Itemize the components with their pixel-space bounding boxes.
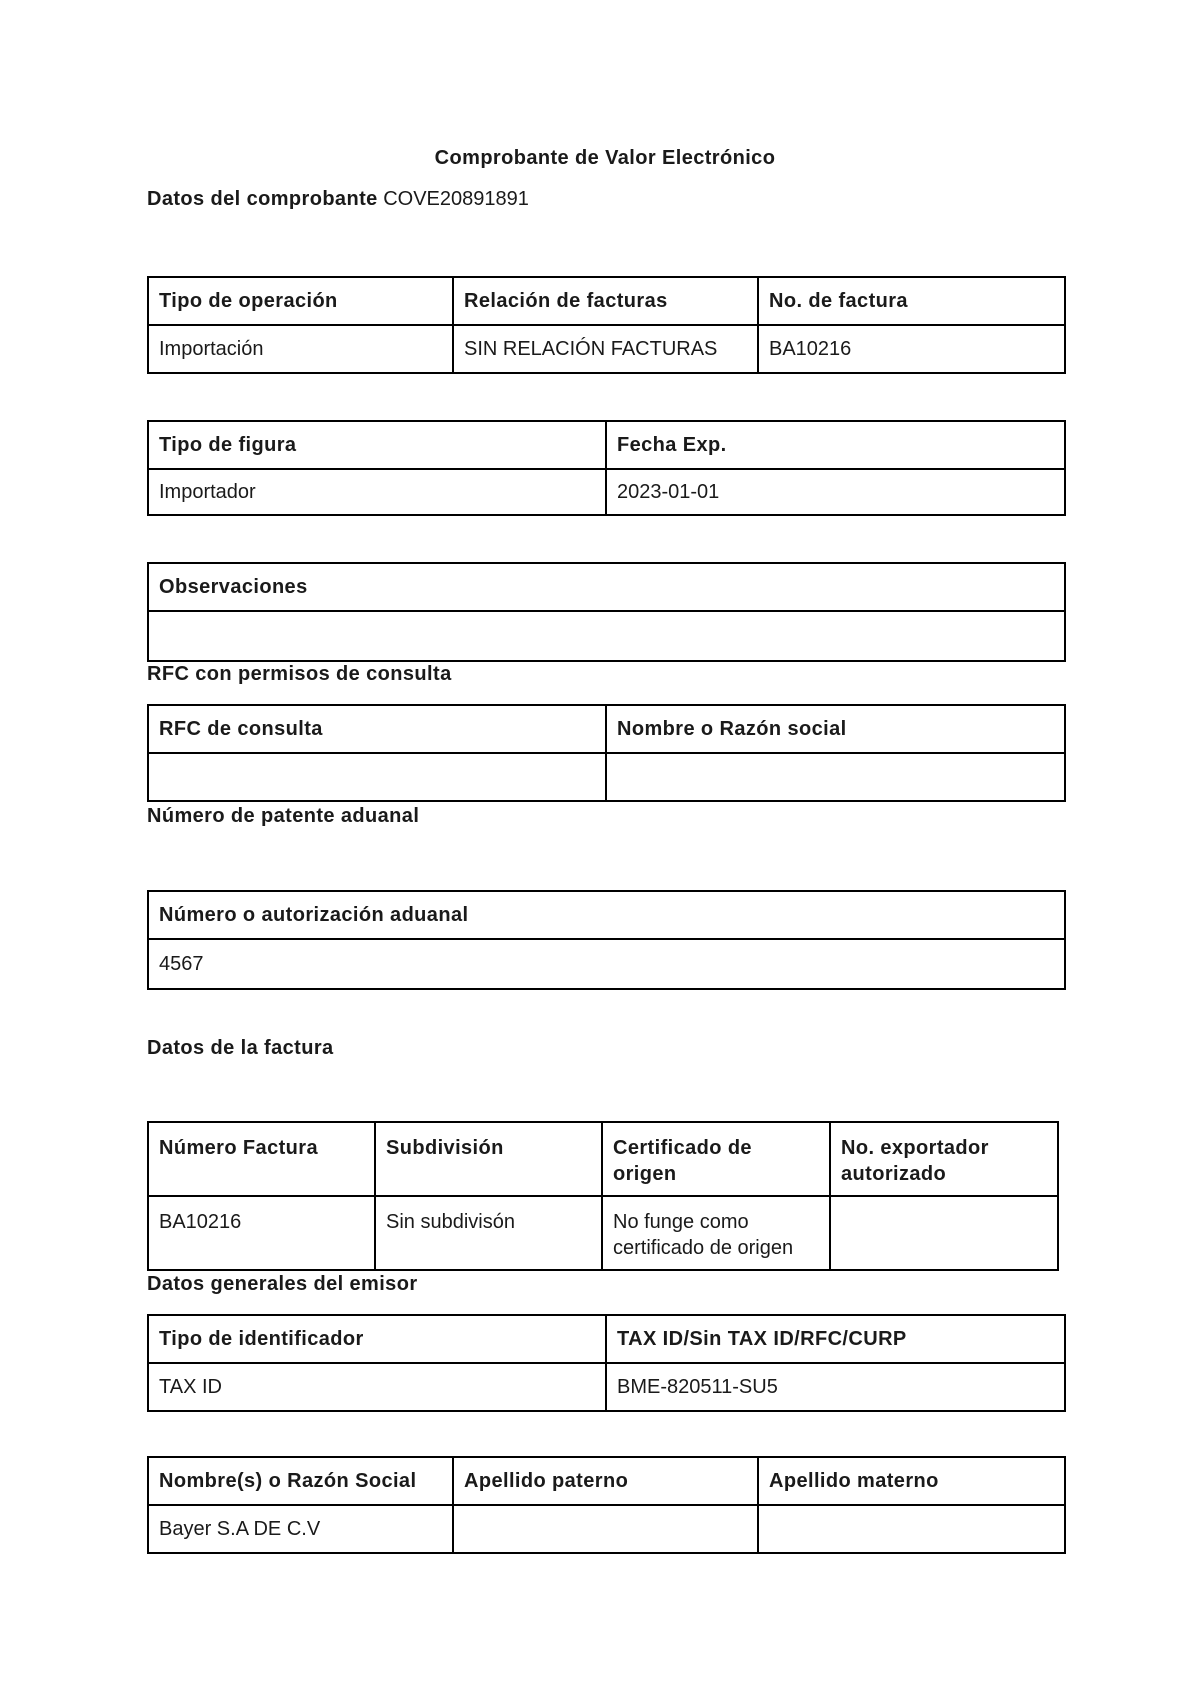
header-rfc-consulta: RFC de consulta [148, 705, 606, 753]
header-tipo-figura: Tipo de figura [148, 421, 606, 469]
cell-certificado-origen: No funge como certificado de origen [602, 1196, 830, 1270]
cell-relacion-facturas: SIN RELACIÓN FACTURAS [453, 325, 758, 373]
table-row [148, 1363, 1065, 1411]
patente-label: Número de patente aduanal [147, 805, 420, 827]
header-subdivision: Subdivisión [375, 1122, 602, 1196]
table-header-row [148, 1457, 1065, 1505]
operacion-table [147, 276, 1066, 374]
header-numero-autorizacion: Número o autorización aduanal [148, 891, 1065, 939]
cell-tax-id: BME-820511-SU5 [606, 1363, 1065, 1411]
table-header-row [148, 421, 1065, 469]
cell-apellido-paterno [453, 1505, 758, 1553]
document-title: Comprobante de Valor Electrónico [434, 147, 776, 169]
factura-label: Datos de la factura [147, 1037, 334, 1059]
table-row [148, 1196, 1058, 1270]
header-certificado-origen: Certificado de origen [602, 1122, 830, 1196]
cell-numero-autorizacion: 4567 [148, 939, 1065, 989]
table-row [148, 753, 1065, 801]
header-no-factura: No. de factura [758, 277, 1065, 325]
header-observaciones: Observaciones [148, 563, 1065, 611]
table-header-row [148, 1315, 1065, 1363]
table-row [148, 325, 1065, 373]
rfc-permisos-label: RFC con permisos de consulta [147, 663, 452, 685]
header-nombre-razon-social: Nombre o Razón social [606, 705, 1065, 753]
header-tax-id: TAX ID/Sin TAX ID/RFC/CURP [606, 1315, 1065, 1363]
table-header-row [148, 277, 1065, 325]
cell-subdivision: Sin subdivisón [375, 1196, 602, 1270]
cell-tipo-operacion: Importación [148, 325, 453, 373]
comprobante-label: Datos del comprobante [147, 188, 378, 210]
header-apellido-paterno: Apellido paterno [453, 1457, 758, 1505]
header-nombre-razon-social-emisor: Nombre(s) o Razón Social [148, 1457, 453, 1505]
patente-table [147, 890, 1066, 990]
observaciones-table [147, 562, 1066, 662]
cell-nombre-razon-social-emisor: Bayer S.A DE C.V [148, 1505, 453, 1553]
table-row [148, 611, 1065, 661]
cell-apellido-materno [758, 1505, 1065, 1553]
emisor-name-table [147, 1456, 1066, 1554]
comprobante-value: COVE20891891 [383, 188, 529, 210]
table-row [148, 469, 1065, 515]
cell-tipo-identificador: TAX ID [148, 1363, 606, 1411]
table-header-row [148, 705, 1065, 753]
cell-numero-factura: BA10216 [148, 1196, 375, 1270]
header-relacion-facturas: Relación de facturas [453, 277, 758, 325]
emisor-label: Datos generales del emisor [147, 1273, 418, 1295]
emisor-id-table [147, 1314, 1066, 1412]
header-apellido-materno: Apellido materno [758, 1457, 1065, 1505]
cell-rfc-consulta [148, 753, 606, 801]
cell-fecha-exp: 2023-01-01 [606, 469, 1065, 515]
cell-no-exportador [830, 1196, 1058, 1270]
table-header-row [148, 563, 1065, 611]
header-no-exportador: No. exportador autorizado [830, 1122, 1058, 1196]
table-header-row [148, 891, 1065, 939]
cell-no-factura: BA10216 [758, 325, 1065, 373]
header-numero-factura: Número Factura [148, 1122, 375, 1196]
cell-tipo-figura: Importador [148, 469, 606, 515]
table-row [148, 1505, 1065, 1553]
factura-table [147, 1121, 1059, 1271]
comprobante-line [147, 188, 529, 211]
figura-table [147, 420, 1066, 516]
header-tipo-identificador: Tipo de identificador [148, 1315, 606, 1363]
cell-nombre-razon-social [606, 753, 1065, 801]
rfc-table [147, 704, 1066, 802]
cell-observaciones [148, 611, 1065, 661]
header-fecha-exp: Fecha Exp. [606, 421, 1065, 469]
table-row [148, 939, 1065, 989]
table-header-row [148, 1122, 1058, 1196]
header-tipo-operacion: Tipo de operación [148, 277, 453, 325]
